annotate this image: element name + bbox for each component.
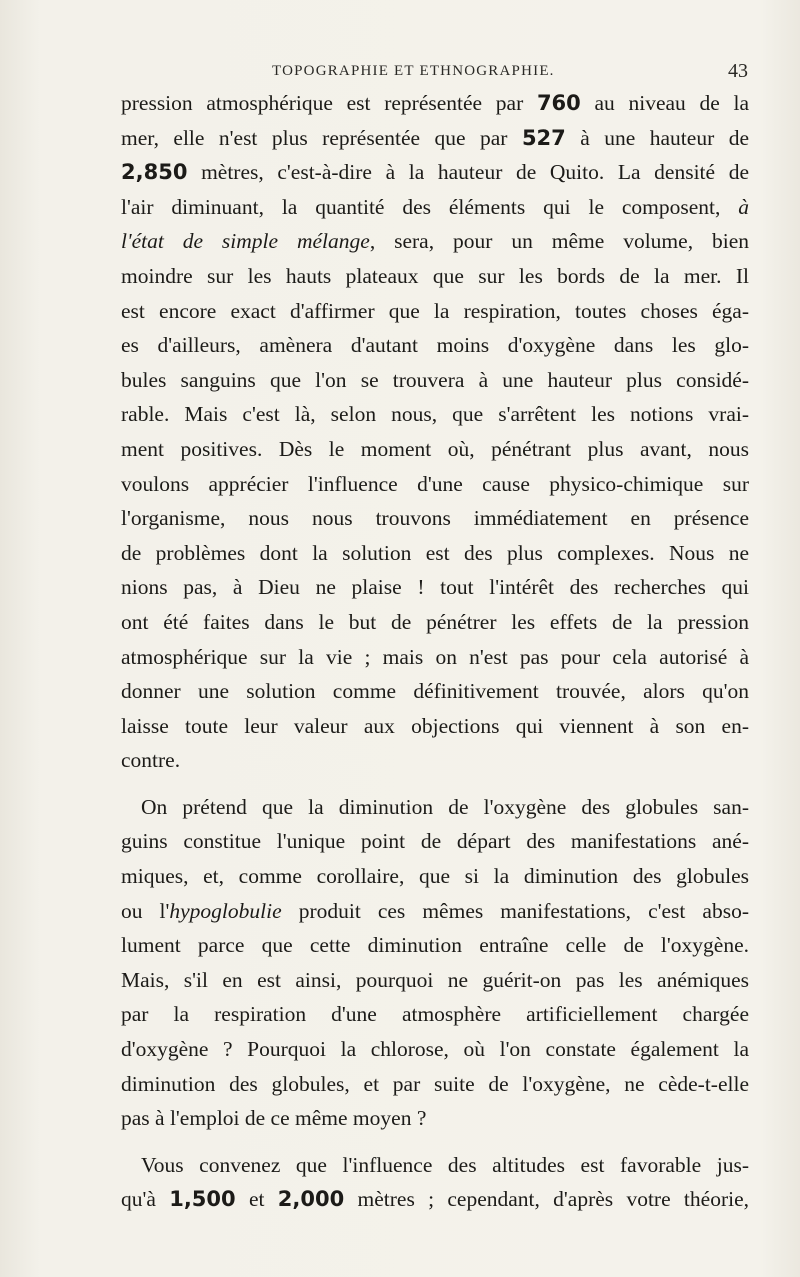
text-line: atmosphérique sur la vie ; mais on n'est pas pour cela autorisé à bbox=[121, 644, 749, 669]
text-line: de problèmes dont la solution est des plus complexes. Nous ne bbox=[121, 540, 749, 565]
text-line: bules sanguins que l'on se trouvera à une hauteur plus considé- bbox=[121, 367, 749, 392]
text-line: voulons apprécier l'influence d'une cause physico-chimique sur bbox=[121, 471, 749, 496]
text-line: ont été faites dans le but de pénétrer les effets de la pression bbox=[121, 609, 749, 634]
text-line: nions pas, à Dieu ne plaise ! tout l'intérêt des recherches qui bbox=[121, 575, 749, 600]
text-line: d'oxygène ? Pourquoi la chlorose, où l'on constate également la bbox=[121, 1037, 749, 1062]
text-line: l'état de simple mélange, sera, pour un même volume, bien bbox=[121, 229, 750, 254]
text-line: On prétend que la diminution de l'oxygène des globules san- bbox=[141, 794, 749, 819]
text-line: par la respiration d'une atmosphère artificiellement chargée bbox=[121, 1002, 749, 1027]
text-line: guins constitue l'unique point de départ des manifestations ané- bbox=[121, 829, 749, 854]
text-line: lument parce que cette diminution entraîne celle de l'oxygène. bbox=[121, 933, 749, 958]
text-line: moindre sur les hauts plateaux que sur les bords de la mer. Il bbox=[121, 263, 749, 288]
running-head bbox=[120, 60, 748, 86]
body-text bbox=[121, 86, 749, 1217]
text-line: donner une solution comme définitivement trouvée, alors qu'on bbox=[121, 679, 749, 704]
text-line: 2,850 mètres, c'est-à-dire à la hauteur de Quito. La densité de bbox=[121, 160, 749, 185]
text-line: mer, elle n'est plus représentée que par 527 à une hauteur de bbox=[121, 125, 749, 150]
paragraph-gap bbox=[121, 1136, 749, 1148]
text-line: es d'ailleurs, amènera d'autant moins d'oxygène dans les glo- bbox=[121, 333, 749, 358]
text-line: pression atmosphérique est représentée par 760 au niveau de la bbox=[121, 91, 749, 115]
running-title: TOPOGRAPHIE ET ETHNOGRAPHIE. bbox=[272, 63, 555, 79]
text-line: l'air diminuant, la quantité des éléments qui le composent, à bbox=[121, 194, 749, 219]
text-line: qu'à 1,500 et 2,000 mètres ; cependant, d'après votre théorie, bbox=[121, 1187, 749, 1212]
text-line: Mais, s'il en est ainsi, pourquoi ne guérit-on pas les anémiques bbox=[121, 967, 749, 992]
text-line: miques, et, comme corollaire, que si la diminution des globules bbox=[121, 864, 749, 889]
text-line: ou l'hypoglobulie produit ces mêmes manifestations, c'est abso- bbox=[121, 898, 749, 923]
paragraph-gap bbox=[121, 778, 749, 790]
text-line: Vous convenez que l'influence des altitudes est favorable jus- bbox=[141, 1152, 749, 1177]
text-line: ment positives. Dès le moment où, pénétrant plus avant, nous bbox=[121, 436, 749, 461]
text-line: diminution des globules, et par suite de l'oxygène, ne cède-t-elle bbox=[121, 1071, 749, 1096]
text-line: est encore exact d'affirmer que la respiration, toutes choses éga- bbox=[121, 298, 749, 323]
text-line: l'organisme, nous nous trouvons immédiatement en présence bbox=[121, 506, 749, 531]
text-line: rable. Mais c'est là, selon nous, que s'arrêtent les notions vrai- bbox=[121, 402, 749, 427]
text-line: contre. bbox=[121, 748, 181, 773]
text-line: pas à l'emploi de ce même moyen ? bbox=[121, 1106, 427, 1131]
text-line: laisse toute leur valeur aux objections qui viennent à son en- bbox=[121, 713, 749, 738]
page-number: 43 bbox=[728, 60, 748, 82]
